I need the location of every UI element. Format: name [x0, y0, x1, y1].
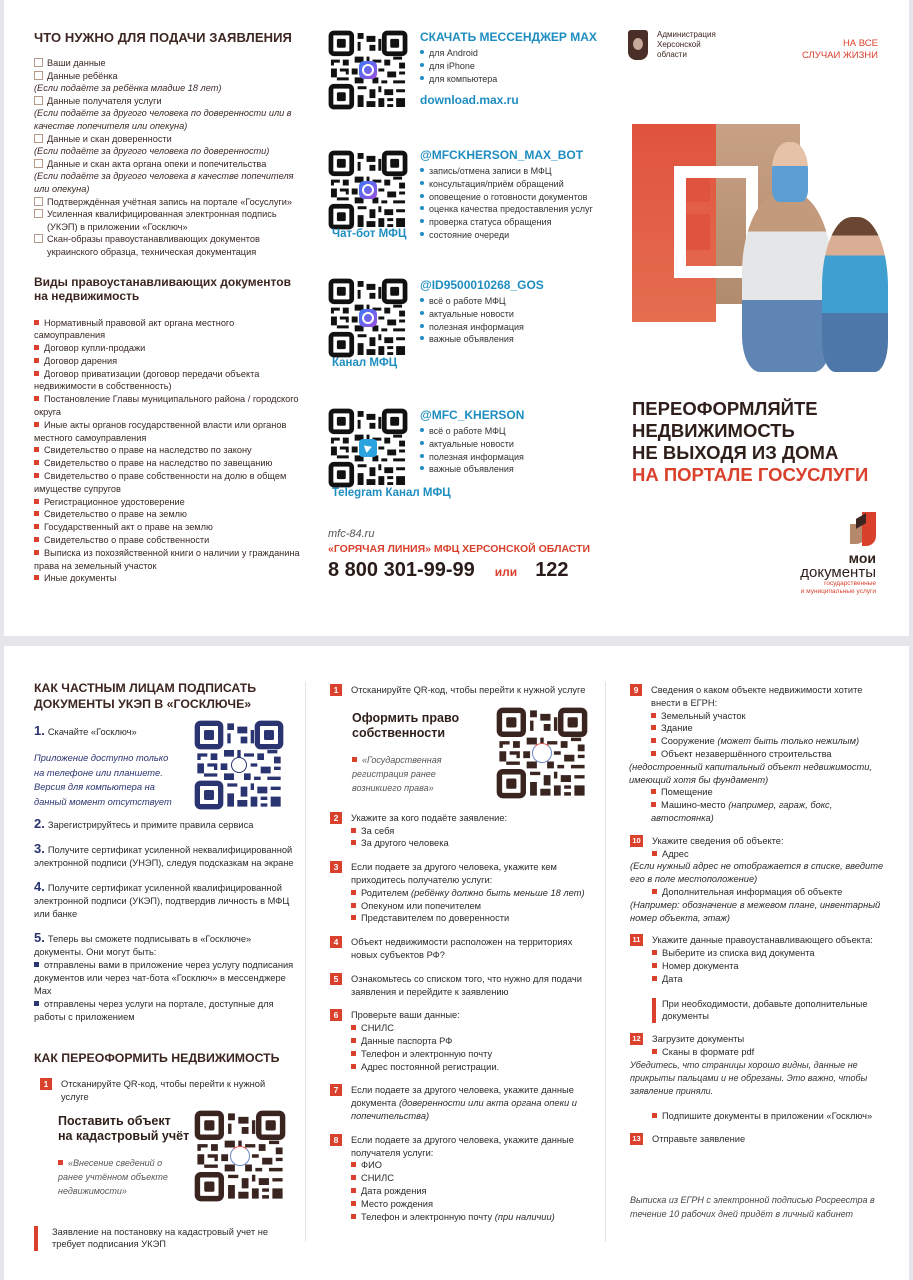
slogan [802, 38, 878, 62]
ownership-qr-code[interactable] [496, 707, 588, 799]
qr-title: @ID9500010268_GOS [420, 278, 544, 292]
step-number: 13 [630, 1133, 643, 1145]
cadastral-qr-code[interactable] [194, 1110, 286, 1202]
bullet-icon [351, 903, 356, 908]
max-messenger-icon [359, 181, 377, 199]
step-item: Телефон и электронную почту [351, 1048, 600, 1061]
callout-text: Заявление на постановку на кадастровый учет не требует подписания УКЭП [52, 1226, 269, 1250]
step-item: Дополнительная информация об объекте [652, 886, 890, 899]
upload-note: Убедитесь, что страницы хорошо видны, данные не прикрыты пальцами и не обрезаны. Это важно, чтобы заявление приняли. [630, 1059, 868, 1096]
step-item: Дата рождения [351, 1185, 600, 1198]
egrn-extract-note: Выписка из ЕГРН с электронной подписью Росреестра в течение 10 рабочих дней придёт в личный кабинет [630, 1195, 875, 1220]
checklist-label: Скан-образы правоустанавливающих документов украинского образца, техническая документация [47, 234, 260, 257]
bullet-icon [34, 575, 39, 580]
step-item: Объект незавершённого строительства [651, 748, 890, 761]
step-13 [630, 1133, 890, 1146]
bullet-icon [351, 1025, 356, 1030]
qr-code[interactable] [328, 278, 408, 358]
step-3 [330, 861, 600, 925]
step-text: Укажите за кого подаёте заявление: [351, 812, 508, 823]
step-number: 7 [330, 1084, 342, 1096]
document-type-item [34, 355, 304, 368]
qr-bullets [420, 425, 524, 476]
checklist-item [34, 196, 304, 209]
checklist-item [34, 70, 304, 95]
bullet-item: для iPhone [420, 60, 597, 73]
step-text: Загрузите документы [652, 1034, 745, 1045]
qr-caption: Чат-бот МФЦ [332, 228, 407, 240]
documents-title: Виды правоустанавливающих документов на недвижимость [34, 274, 291, 303]
document-type-item [34, 572, 304, 585]
step-text: Зарегистрируйтесь и примите правила сервиса [47, 820, 254, 830]
step-item: Данные паспорта РФ [351, 1035, 600, 1048]
document-type-item [34, 393, 304, 419]
service-title: Оформить право [352, 710, 460, 725]
document-type-item [34, 368, 304, 394]
ukep-not-required-callout [34, 1226, 294, 1252]
bullet-icon [351, 1175, 356, 1180]
column-divider [605, 682, 606, 1242]
step-number: 5 [330, 973, 342, 985]
contacts [328, 528, 608, 582]
phone-short[interactable]: 122 [535, 559, 569, 581]
step-text: Отсканируйте QR-код, чтобы перейти к нужной услуге [61, 1079, 266, 1102]
checklist-label: Данные ребёнка [47, 70, 118, 81]
phone-main[interactable]: 8 800 301-99-99 [328, 559, 475, 581]
bullet-item: важные объявления [420, 463, 524, 476]
bullet-icon [34, 358, 39, 363]
gosuslugi-icon [532, 743, 552, 763]
requirements-column [34, 30, 304, 585]
bullet-icon [34, 537, 39, 542]
bullet-item: актуальные новости [420, 438, 524, 451]
steps-list [330, 812, 600, 1224]
family-photo [632, 122, 884, 372]
step-11 [630, 934, 890, 985]
bullet-icon [351, 1162, 356, 1167]
step-item: Номер документа [652, 960, 890, 973]
step-item: Место рождения [351, 1198, 600, 1211]
checklist-label: Усиленная квалифицированная электронная подпись (УКЭП) в приложении «Госключ» [47, 209, 277, 232]
step-number: 8 [330, 1134, 342, 1146]
step-number: 1 [330, 684, 342, 696]
qr-code[interactable] [328, 408, 408, 488]
step-12-sign: Подпишите документы в приложении «Госключ» [630, 1110, 890, 1123]
checklist-label: Данные и скан доверенности [47, 133, 172, 144]
document-type-label: Иные документы [44, 573, 117, 584]
qr-block-telegram [328, 408, 608, 528]
ukep-step: 3. Получите сертификат усиленной неквалифицированной электронной подписи (УНЭП), следуя подсказкам на экране [34, 841, 294, 868]
bullet-icon [351, 1051, 356, 1056]
bullet-icon [351, 1188, 356, 1193]
checkbox[interactable] [34, 96, 43, 105]
cadastral-service [34, 1108, 294, 1212]
document-type-label: Свидетельство о праве на наследство по завещанию [44, 458, 273, 469]
ukep-step: 4. Получите сертификат усиленной квалифицированной электронной подписи (УКЭП), подтвердив личность в МФЦ или банке [34, 879, 290, 919]
step-12 [630, 1033, 890, 1059]
bullet-icon [34, 320, 39, 325]
brand-line: мои [848, 550, 876, 566]
ukep-column [34, 680, 294, 1251]
step-item-note: (недостроенный капитальный объект недвижимости, имеющий хотя бы фундамент) [629, 761, 872, 785]
qr-bullets [420, 47, 597, 85]
checklist-label: Данные и скан акта органа опеки и попечительства [47, 158, 267, 169]
bullet-icon [34, 396, 39, 401]
checklist-item [34, 158, 304, 196]
bullet-item: консультация/приём обращений [420, 178, 593, 191]
steps-column-2 [330, 684, 600, 1223]
bullet-icon [351, 915, 356, 920]
checklist-label: Ваши данные [47, 58, 106, 68]
ukep-title [34, 680, 294, 712]
qr-title: @MFC_KHERSON [420, 408, 525, 422]
step-5 [330, 973, 600, 999]
ukep-step5-item: отправлены через услуги на портале, доступные для работы с приложением [34, 999, 274, 1022]
step-item: Опекуном или попечителем [351, 900, 600, 913]
step-9 [630, 684, 890, 825]
bullet-icon [652, 889, 657, 894]
ukep-step: 1. Скачайте «Госключ» [34, 723, 137, 738]
checklist-note: (Если подаёте за ребёнка младше 18 лет) [34, 83, 222, 94]
document-type-label: Договор приватизации (договор передачи объекта недвижимости в собственность) [34, 368, 260, 392]
bullet-icon [351, 1038, 356, 1043]
step-text: Скачайте «Госключ» [47, 727, 137, 737]
checkbox[interactable] [34, 71, 43, 80]
step-number: 9 [630, 684, 642, 696]
step-item: Выберите из списка вид документа [652, 947, 890, 960]
checklist-item [34, 57, 304, 70]
qr-code[interactable] [328, 30, 408, 110]
step-text: Если подаете за другого человека, укажите кем приходитесь получателю услуги: [351, 862, 557, 885]
bullet-icon [34, 524, 39, 529]
document-type-item [34, 342, 304, 355]
slogan-line: СЛУЧАИ ЖИЗНИ [802, 50, 878, 61]
step-number: 4 [330, 936, 342, 948]
qr-block-channel [328, 278, 608, 408]
bullet-item: актуальные новости [420, 308, 544, 321]
telegram-icon [359, 439, 377, 457]
document-type-item [34, 470, 304, 496]
document-type-item [34, 521, 304, 534]
slogan-line: НА ВСЕ [842, 38, 878, 49]
bullet-item: для Android [420, 47, 597, 60]
qr-bullets [420, 295, 544, 346]
gosuslugi-icon [230, 1146, 250, 1166]
bullet-item: оценка качества предоставления услуг [420, 203, 593, 216]
leaflet-front-page [4, 0, 909, 636]
bullet-icon [34, 447, 39, 452]
callout-bar [652, 998, 656, 1024]
moi-dokumenty-icon [850, 512, 876, 546]
bullet-icon [651, 751, 656, 756]
document-type-label: Свидетельство о праве на наследство по закону [44, 445, 252, 456]
headline-line-accent: НА ПОРТАЛЕ ГОСУСЛУГИ [632, 464, 869, 485]
bullet-icon [351, 840, 356, 845]
qr-block-download-max [328, 30, 608, 148]
step-item: Земельный участок [651, 710, 890, 723]
document-type-label: Регистрационное удостоверение [44, 496, 185, 507]
step-1 [330, 684, 600, 697]
step-item: СНИЛС [351, 1172, 600, 1185]
headline-line: ПЕРЕОФОРМЛЯЙТЕ [632, 398, 818, 419]
max-messenger-icon [359, 309, 377, 327]
step-item-note: (Если нужный адрес не отображается в списке, введите его в поле местоположение) [630, 861, 884, 885]
qr-title: @MFCKHERSON_MAX_BOT [420, 148, 584, 162]
bullet-icon [34, 499, 39, 504]
step-item: Телефон и электронную почту (при наличии) [351, 1211, 600, 1224]
admin-line: Херсонской [657, 40, 701, 49]
step-number: 12 [630, 1033, 643, 1045]
brand-sub: государственные [824, 580, 876, 587]
bullet-icon [651, 802, 656, 807]
checklist-label: Подтверждённая учётная запись на портале «Госуслуги» [47, 196, 293, 207]
hotline-label: «ГОРЯЧАЯ ЛИНИЯ» МФЦ ХЕРСОНСКОЙ ОБЛАСТИ [328, 543, 591, 555]
bullet-icon [651, 713, 656, 718]
step-item: Представителем по доверенности [351, 912, 600, 925]
bullet-icon [34, 511, 39, 516]
checkbox[interactable] [34, 58, 43, 67]
bullet-icon [651, 725, 656, 730]
photo-man [742, 192, 832, 372]
bullet-item: полезная информация [420, 321, 544, 334]
bullet-icon [351, 890, 356, 895]
service-title: на кадастровый учёт [58, 1128, 190, 1143]
ukep-step5-item: отправлены вами в приложение через услугу подписания документов или через чат-бота «Госключ» в мессенджере Max [34, 960, 294, 996]
document-type-label: Иные акты органов государственной власти или органов местного самоуправления [34, 419, 287, 443]
bullet-icon [651, 738, 656, 743]
qr-bullets [420, 165, 593, 242]
step-item: Здание [651, 722, 890, 735]
step-item: ФИО [351, 1159, 600, 1172]
checkbox[interactable] [34, 234, 43, 243]
headline-line: НЕ ВЫХОДЯ ИЗ ДОМА [632, 442, 839, 463]
checkbox[interactable] [34, 209, 43, 218]
additional-docs-callout [652, 998, 890, 1024]
step-item: Помещение [651, 786, 890, 799]
messenger-column [328, 30, 608, 582]
coat-of-arms-icon [628, 30, 648, 60]
max-messenger-icon [359, 61, 377, 79]
qr-title: СКАЧАТЬ МЕССЕНДЖЕР MAX [420, 30, 597, 44]
step-item: Адрес [652, 848, 890, 861]
bullet-item: состояние очереди [420, 229, 593, 242]
bullet-item: для компьютера [420, 73, 597, 86]
photo-woman [822, 217, 888, 372]
document-type-item [34, 534, 304, 547]
step-text: Теперь вы сможете подписывать в «Госключе» документы. Они могут быть: [34, 934, 252, 957]
callout-bar [34, 1226, 38, 1252]
checklist-label: Данные получателя услуги [47, 95, 162, 106]
checkbox[interactable] [34, 197, 43, 206]
document-type-item [34, 419, 304, 445]
document-type-label: Государственный акт о праве на землю [44, 522, 213, 533]
step-text: Получите сертификат усиленной неквалифицированной электронной подписи (УНЭП), следуя подсказкам на экране [34, 845, 294, 868]
ukep-step: 5. Теперь вы сможете подписывать в «Госключе» документы. Они могут быть: [34, 930, 252, 957]
step-text: Укажите данные правоустанавливающего объекта: [652, 935, 873, 946]
step-item: За другого человека [351, 837, 600, 850]
reissue-title: КАК ПЕРЕОФОРМИТЬ НЕДВИЖИМОСТЬ [34, 1051, 280, 1065]
ukep-step: 2. Зарегистрируйтесь и примите правила сервиса [34, 816, 254, 831]
document-type-item [34, 457, 304, 470]
step-text: Ознакомьтесь со списком того, что нужно для подачи заявления и перейдите к заявлению [351, 973, 582, 997]
step-item-note: (Например: обозначение в межевом плане, инвентарный номер объекта, этаж) [630, 899, 881, 923]
step-text: Если подаете за другого человека, укажите данные получателя услуги: [351, 1134, 574, 1158]
service-quote: «Внесение сведений о ранее учтённом объекте недвижимости» [58, 1157, 168, 1196]
bullet-item: всё о работе МФЦ [420, 295, 544, 308]
step-7 [330, 1084, 600, 1122]
bullet-icon [34, 550, 39, 555]
bullet-icon [351, 828, 356, 833]
bullet-icon [34, 371, 39, 376]
qr-caption: Канал МФЦ [332, 357, 398, 369]
step-4 [330, 936, 600, 962]
checklist-item [34, 95, 304, 133]
bullet-item: всё о работе МФЦ [420, 425, 524, 438]
service-title: собственности [352, 725, 446, 740]
app-availability-note: Приложение доступно только на телефоне или планшете. Версия для компьютера на данный момент отсутствует [34, 753, 172, 807]
document-type-item [34, 496, 304, 509]
document-type-label: Выписка из похозяйственной книги о наличии у гражданина права на земельный участок [34, 547, 300, 571]
document-type-label: Свидетельство о праве собственности на долю в общем имуществе супругов [34, 471, 287, 494]
bullet-icon [652, 851, 657, 856]
documents-list [34, 317, 304, 586]
checklist [34, 57, 304, 259]
step-item: Машино-место (например, гараж, бокс, автостоянка) [651, 800, 833, 823]
cover-column [628, 30, 888, 595]
leaflet-back-page [4, 646, 909, 1280]
bullet-item: оповещение о готовности документов [420, 191, 593, 204]
step-item: Адрес постоянной регистрации. [351, 1061, 600, 1074]
callout-text: При необходимости, добавьте дополнительные документы [662, 998, 868, 1022]
step-number: 11 [630, 934, 643, 946]
checklist-item [34, 208, 304, 233]
step-item: Сканы в формате pdf [652, 1046, 890, 1059]
checklist-item [34, 133, 304, 158]
step-item: Дата [652, 973, 890, 986]
step-number: 3 [330, 861, 342, 873]
bullet-icon [351, 1214, 356, 1219]
step-item: СНИЛС [351, 1022, 600, 1035]
checkbox[interactable] [34, 134, 43, 143]
step-text: Если подаете за другого человека, укажите данные документа (доверенности или акта органа опеки и попечительства) [351, 1085, 577, 1121]
headline-line: НЕДВИЖИМОСТЬ [632, 420, 795, 441]
step-number: 6 [330, 1009, 342, 1021]
bullet-item: полезная информация [420, 451, 524, 464]
ownership-service [330, 697, 600, 801]
steps-column-3 [630, 684, 890, 1221]
step-6 [330, 1009, 600, 1073]
step-items [629, 710, 890, 825]
checklist-note: (Если подаёте за другого человека по доверенности) [34, 146, 270, 157]
or-label: или [494, 565, 518, 579]
checklist-note: (Если подаёте за другого человека в качестве попечителя или опекуна) [34, 171, 294, 194]
goskey-icon [231, 757, 247, 773]
qr-block-chatbot [328, 148, 608, 278]
step-items [630, 848, 890, 925]
document-type-item [34, 508, 304, 521]
column-divider [305, 682, 306, 1242]
step-item: За себя [351, 825, 600, 838]
bullet-icon [34, 473, 39, 478]
bullet-icon [351, 1064, 356, 1069]
bullet-item: запись/отмена записи в МФЦ [420, 165, 593, 178]
checkbox[interactable] [34, 159, 43, 168]
document-type-label: Свидетельство о праве на землю [44, 509, 187, 520]
brand-line: документы [800, 564, 876, 581]
step-text: Объект недвижимости расположен на территориях новых субъектов РФ? [351, 937, 573, 960]
download-link[interactable]: download.max.ru [420, 93, 519, 108]
step-1 [40, 1078, 294, 1104]
bullet-icon [34, 345, 39, 350]
step-10 [630, 835, 890, 925]
ukep-title-line: КАК ЧАСТНЫМ ЛИЦАМ ПОДПИСАТЬ [34, 681, 257, 695]
document-type-item [34, 444, 304, 457]
step-number: 1 [40, 1078, 52, 1090]
step-item: Сооружение (может быть только нежилым) [651, 735, 890, 748]
document-type-item [34, 317, 304, 343]
admin-line: Администрация [657, 30, 716, 39]
document-type-label: Договор дарения [44, 355, 118, 366]
checklist-title: ЧТО НУЖНО ДЛЯ ПОДАЧИ ЗАЯВЛЕНИЯ [34, 30, 292, 45]
goskey-qr-code[interactable] [194, 720, 284, 810]
bullet-icon [34, 422, 39, 427]
document-type-label: Свидетельство о праве собственности [44, 535, 210, 546]
step-text: Отсканируйте QR-код, чтобы перейти к нужной услуге [351, 685, 586, 695]
step-text: Сведения о каком объекте недвижимости хотите внести в ЕГРН: [651, 685, 863, 708]
checklist-note: (Если подаёте за другого человека по доверенности или в качестве попечителя или опекуна) [34, 108, 292, 131]
service-quote: «Государственная регистрация ранее возникшего права» [352, 754, 442, 793]
step-text: Укажите сведения об объекте: [652, 835, 784, 846]
document-type-label: Нормативный правовой акт органа местного самоуправления [34, 317, 235, 341]
bullet-item: проверка статуса обращения [420, 216, 593, 229]
step-item: Родителем (ребёнку должно быть меньше 18 лет) [351, 887, 600, 900]
step-text: Получите сертификат усиленной квалифицированной электронной подписи (УКЭП), подтвердив личность в МФЦ или банке [34, 883, 290, 919]
bullet-icon [34, 460, 39, 465]
checklist-item [34, 233, 304, 258]
ukep-title-line: ДОКУМЕНТЫ УКЭП В «ГОСКЛЮЧЕ» [34, 697, 252, 711]
photo-baby [772, 142, 808, 202]
qr-caption: Telegram Канал МФЦ [332, 487, 451, 499]
step-2 [330, 812, 600, 850]
moi-dokumenty-logo [800, 512, 876, 596]
service-title: Поставить объект [58, 1113, 171, 1128]
document-type-label: Договор купли-продажи [44, 343, 146, 354]
step-text: Отправьте заявление [652, 1133, 746, 1144]
qr-code[interactable] [328, 150, 408, 230]
headline [632, 398, 868, 486]
admin-line: области [657, 50, 687, 59]
bullet-icon [651, 789, 656, 794]
bullet-icon [351, 1201, 356, 1206]
document-type-label: Постановление Главы муниципального района / городского округа [34, 394, 299, 418]
step-number: 10 [630, 835, 643, 847]
website-link[interactable]: mfc-84.ru [328, 528, 375, 540]
bullet-item: важные объявления [420, 333, 544, 346]
step-8 [330, 1134, 600, 1224]
step-text: Проверьте ваши данные: [351, 1010, 460, 1021]
document-type-item [34, 547, 304, 573]
step-number: 2 [330, 812, 342, 824]
brand-sub: и муниципальные услуги [800, 588, 876, 595]
